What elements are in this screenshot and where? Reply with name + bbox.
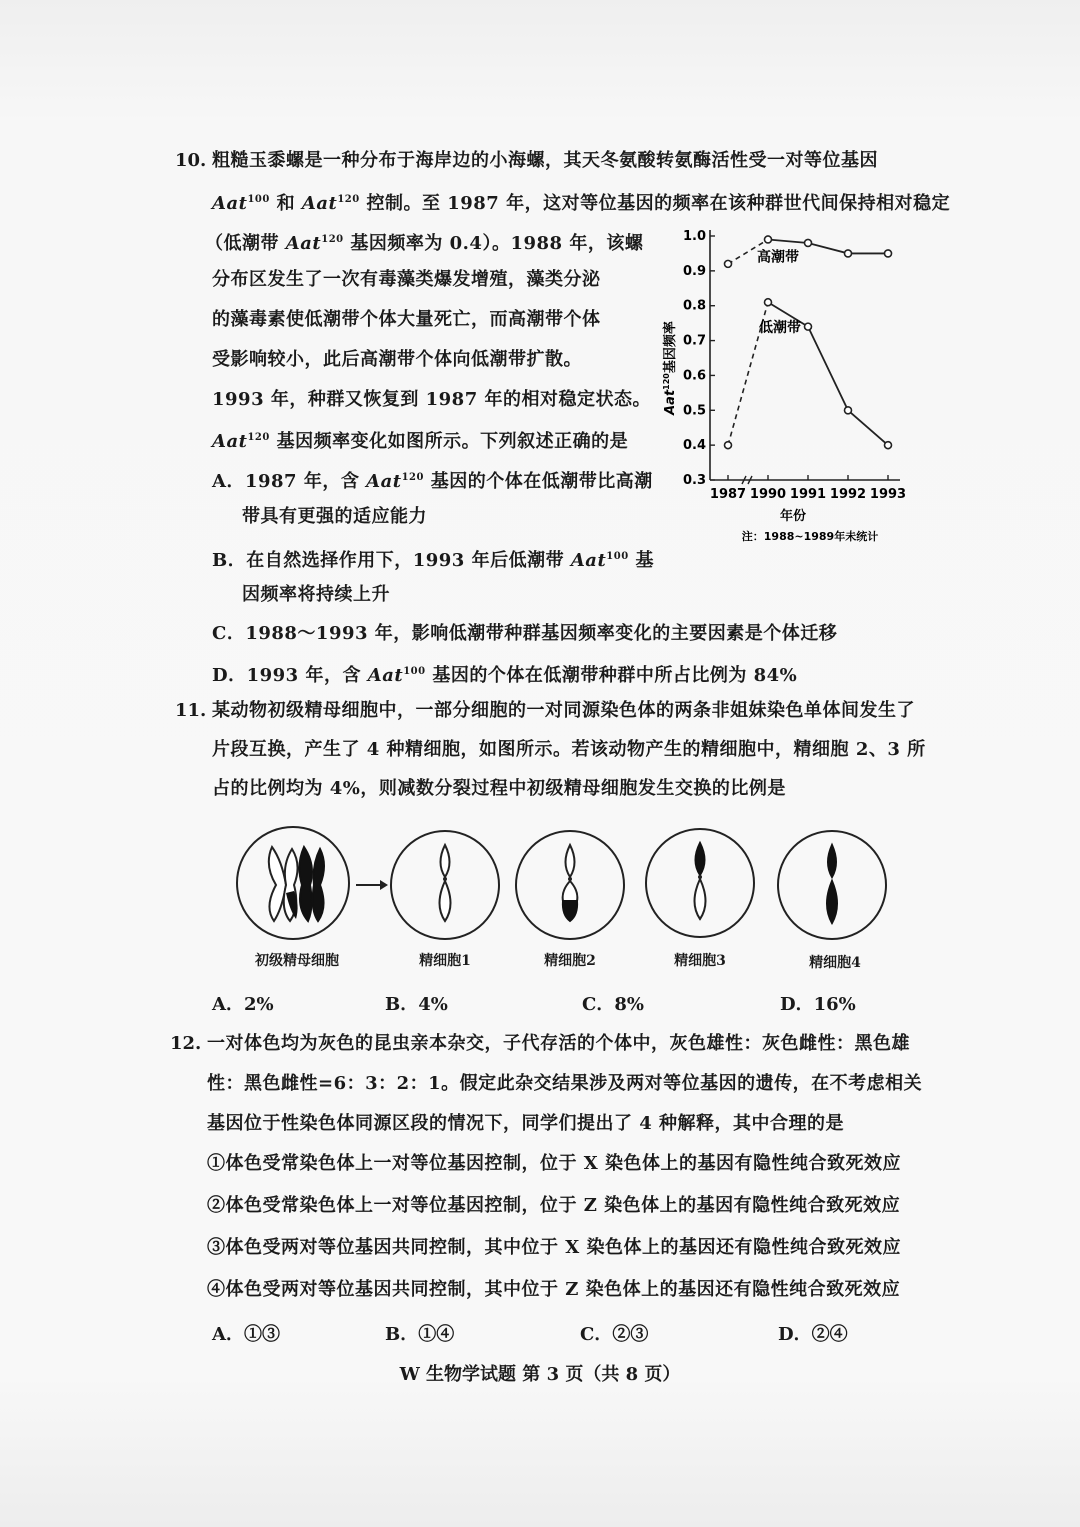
q11-option-b: B．4% xyxy=(385,994,448,1015)
y-axis-label: Aat$^{120}$基因频率 xyxy=(662,321,678,415)
q10-option-b-line-1: B．在自然选择作用下，1993 年后低潮带 Aat$^{100}$ 基 xyxy=(212,550,654,571)
q12-line-2: 性：黑色雌性=6：3：2：1。假定此杂交结果涉及两对等位基因的遗传，在不考虑相关 xyxy=(207,1073,923,1094)
q12-statement-3: ③体色受两对等位基因共同控制，其中位于 X 染色体上的基因还有隐性纯合致死效应 xyxy=(207,1237,901,1258)
sperm-cell-4 xyxy=(778,831,886,939)
data-point xyxy=(725,260,732,267)
q12-line-1: 一对体色均为灰色的昆虫亲本杂交，子代存活的个体中，灰色雄性：灰色雌性：黑色雄 xyxy=(207,1033,910,1054)
x-tick-label: 1987 xyxy=(709,487,747,502)
caption-sperm-cell-1: 精细胞1 xyxy=(419,953,471,969)
series-label: 高潮带 xyxy=(757,249,799,266)
q11-line-1: 某动物初级精母细胞中，一部分细胞的一对同源染色体的两条非姐妹染色单体间发生了 xyxy=(212,700,915,721)
q10-line-1: 粗糙玉黍螺是一种分布于海岸边的小海螺，其天冬氨酸转氨酶活性受一对等位基因 xyxy=(212,150,878,171)
data-point xyxy=(765,299,772,306)
q11-line-2: 片段互换，产生了 4 种精细胞，如图所示。若该动物产生的精细胞中，精细胞 2、3 所 xyxy=(212,739,926,760)
caption-primary-spermatocyte: 初级精母细胞 xyxy=(255,953,339,969)
data-point xyxy=(765,236,772,243)
q10-option-b-line-2: 因频率将持续上升 xyxy=(242,584,390,605)
q12-option-d: D．②④ xyxy=(778,1324,848,1345)
q10-line-3: （低潮带 Aat$^{120}$ 基因频率为 0.4）。1988 年，该螺 xyxy=(205,233,644,254)
q12-option-a: A．①③ xyxy=(212,1324,280,1345)
y-tick-label: 0.3 xyxy=(682,473,706,488)
x-tick-label: 1993 xyxy=(869,487,907,502)
y-tick-label: 0.4 xyxy=(682,438,706,454)
x-tick-label: 1992 xyxy=(829,487,867,502)
x-axis-label: 年份 xyxy=(779,509,807,524)
x-tick-label: 1990 xyxy=(749,487,787,502)
meiosis-cells-diagram xyxy=(220,825,900,945)
chart-series xyxy=(725,236,892,449)
q10-option-d: D．1993 年，含 Aat$^{100}$ 基因的个体在低潮带种群中所占比例为 84% xyxy=(212,665,798,686)
aat120-frequency-line-chart xyxy=(650,218,910,548)
caption-sperm-cell-2: 精细胞2 xyxy=(544,953,596,969)
x-tick-label: 1991 xyxy=(789,487,827,502)
data-point xyxy=(845,407,852,414)
sperm-cell-2 xyxy=(516,831,624,939)
arrow-icon xyxy=(356,880,388,890)
question-12-number: 12. xyxy=(170,1033,202,1054)
data-point xyxy=(845,250,852,257)
q10-line-7: 1993 年，种群又恢复到 1987 年的相对稳定状态。 xyxy=(212,389,651,410)
caption-sperm-cell-4: 精细胞4 xyxy=(809,955,861,971)
q12-line-3: 基因位于性染色体同源区段的情况下，同学们提出了 4 种解释，其中合理的是 xyxy=(207,1113,845,1134)
q12-option-c: C．②③ xyxy=(580,1324,649,1345)
chart-axes xyxy=(683,229,906,502)
primary-spermatocyte-cell xyxy=(237,827,349,939)
data-point xyxy=(805,323,812,330)
data-point xyxy=(725,442,732,449)
q10-line-8: Aat$^{120}$ 基因频率变化如图所示。下列叙述正确的是 xyxy=(212,431,629,452)
y-tick-label: 0.5 xyxy=(682,403,706,419)
sperm-cell-3 xyxy=(646,829,754,937)
q10-option-a-line-1: A．1987 年，含 Aat$^{120}$ 基因的个体在低潮带比高潮 xyxy=(212,471,653,492)
q11-option-c: C．8% xyxy=(582,994,644,1015)
y-tick-label: 0.9 xyxy=(682,263,706,279)
q12-statement-1: ①体色受常染色体上一对等位基因控制，位于 X 染色体上的基因有隐性纯合致死效应 xyxy=(207,1153,901,1174)
y-tick-label: 1.0 xyxy=(682,229,706,244)
q10-option-a-line-2: 带具有更强的适应能力 xyxy=(242,506,427,527)
q10-line-2: Aat$^{100}$ 和 Aat$^{120}$ 控制。至 1987 年，这对等位基因的频率在该种群世代间保持相对稳定 xyxy=(212,193,951,214)
data-point xyxy=(805,239,812,246)
q11-line-3: 占的比例均为 4%，则减数分裂过程中初级精母细胞发生交换的比例是 xyxy=(212,778,786,799)
series-label: 低潮带 xyxy=(759,320,801,337)
q11-option-a: A．2% xyxy=(212,994,274,1015)
q10-line-6: 受影响较小，此后高潮带个体向低潮带扩散。 xyxy=(212,349,582,370)
y-tick-label: 0.6 xyxy=(682,368,706,384)
q10-line-4: 分布区发生了一次有毒藻类爆发增殖，藻类分泌 xyxy=(212,269,601,290)
q10-option-c: C．1988～1993 年，影响低潮带种群基因频率变化的主要因素是个体迁移 xyxy=(212,623,838,644)
q12-option-b: B．①④ xyxy=(385,1324,455,1345)
data-point xyxy=(885,250,892,257)
caption-sperm-cell-3: 精细胞3 xyxy=(674,953,726,969)
q10-line-5: 的藻毒素使低潮带个体大量死亡，而高潮带个体 xyxy=(212,309,601,330)
data-point xyxy=(885,442,892,449)
q12-statement-4: ④体色受两对等位基因共同控制，其中位于 Z 染色体上的基因还有隐性纯合致死效应 xyxy=(207,1279,901,1300)
y-tick-label: 0.7 xyxy=(682,333,706,349)
q11-option-d: D．16% xyxy=(780,994,856,1015)
chart-note: 注：1988~1989年未统计 xyxy=(741,530,879,543)
page-footer: W 生物学试题 第 3 页（共 8 页） xyxy=(399,1364,681,1385)
sperm-cell-1 xyxy=(391,831,499,939)
q12-statement-2: ②体色受常染色体上一对等位基因控制，位于 Z 染色体上的基因有隐性纯合致死效应 xyxy=(207,1195,901,1216)
question-11-number: 11. xyxy=(175,700,207,721)
y-tick-label: 0.8 xyxy=(682,298,706,314)
question-10-number: 10. xyxy=(175,150,207,171)
